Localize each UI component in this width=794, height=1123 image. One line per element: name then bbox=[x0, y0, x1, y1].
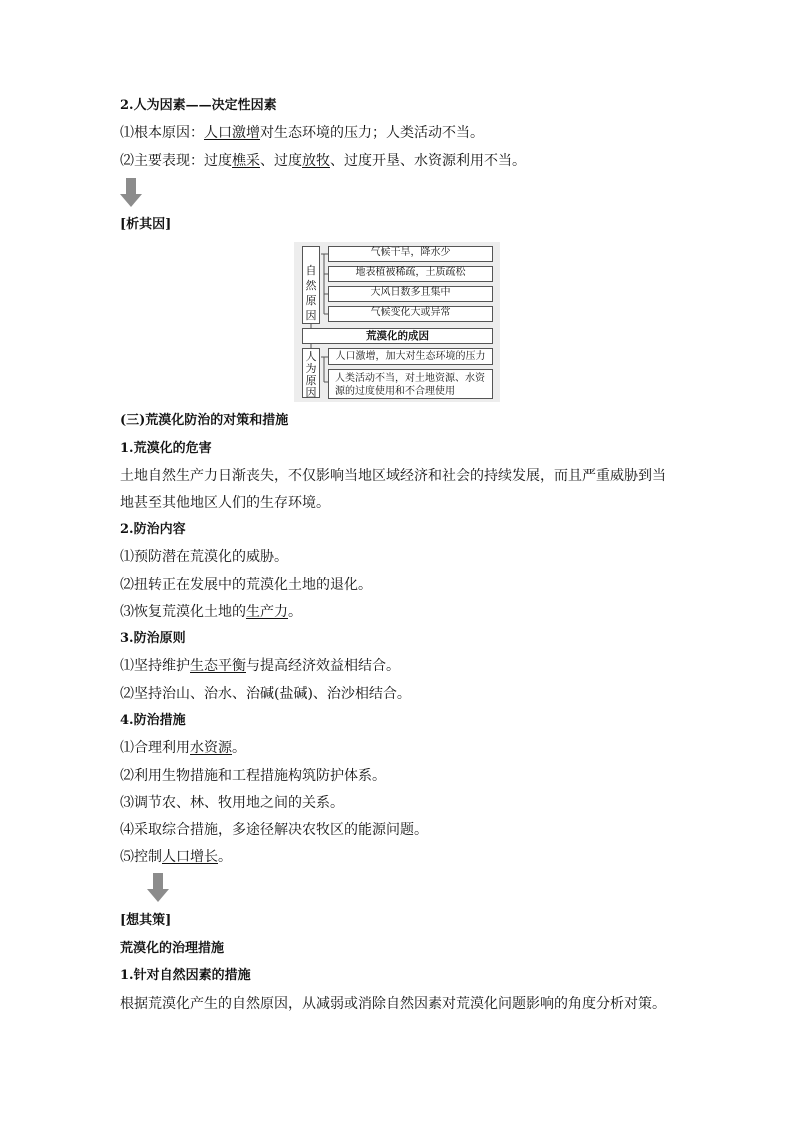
natural-cause-4: 气候变化大或异常 bbox=[328, 306, 493, 322]
human-cause-2: 人类活动不当，对土地资源、水资源的过度使用和不合理使用 bbox=[328, 369, 493, 399]
underline-population: 人口激增 bbox=[204, 125, 260, 141]
content-item-2: ⑵扭转正在发展中的荒漠化土地的退化。 bbox=[120, 577, 372, 593]
heading-hazards: 1.荒漠化的危害 bbox=[120, 441, 212, 456]
down-arrow-icon bbox=[120, 178, 142, 208]
desertification-causes-center: 荒漠化的成因 bbox=[302, 328, 493, 344]
natural-causes-label: 自然原因 bbox=[302, 246, 320, 324]
principle-item-1: ⑴坚持维护生态平衡与提高经济效益相结合。 bbox=[120, 658, 400, 674]
hazards-text-2: 地甚至其他地区人们的生存环境。 bbox=[120, 495, 330, 511]
desertification-causes-diagram bbox=[294, 242, 500, 402]
section-heading-countermeasures: (三)荒漠化防治的对策和措施 bbox=[120, 413, 289, 428]
measure-item-4: ⑷采取综合措施，多途径解决农牧区的能源问题。 bbox=[120, 822, 428, 838]
heading-prevention-content: 2.防治内容 bbox=[120, 522, 186, 537]
down-arrow-icon bbox=[147, 873, 169, 903]
natural-measures-text: 根据荒漠化产生的自然原因，从减弱或消除自然因素对荒漠化问题影响的角度分析对策。 bbox=[120, 996, 666, 1012]
main-manifestation-line: ⑵主要表现：过度樵采、过度放牧、过度开垦、水资源利用不当。 bbox=[120, 153, 526, 169]
section-tag-analysis: [析其因] bbox=[120, 217, 172, 232]
measure-item-3: ⑶调节农、林、牧用地之间的关系。 bbox=[120, 795, 344, 811]
natural-cause-3: 大风日数多且集中 bbox=[328, 286, 493, 302]
principle-item-2: ⑵坚持治山、治水、治碱(盐碱)、治沙相结合。 bbox=[120, 686, 411, 702]
measure-item-2: ⑵利用生物措施和工程措施构筑防护体系。 bbox=[120, 768, 386, 784]
content-item-3: ⑶恢复荒漠化土地的生产力。 bbox=[120, 604, 302, 620]
heading-governance-measures: 荒漠化的治理措施 bbox=[120, 941, 225, 956]
measure-item-5: ⑸控制人口增长。 bbox=[120, 849, 232, 865]
human-cause-1: 人口激增，加大对生态环境的压力 bbox=[328, 348, 493, 365]
heading-natural-measures: 1.针对自然因素的措施 bbox=[120, 968, 251, 983]
measure-item-1: ⑴合理利用水资源。 bbox=[120, 740, 246, 756]
heading-human-factors: 2.人为因素——决定性因素 bbox=[120, 98, 277, 113]
content-item-1: ⑴预防潜在荒漠化的威胁。 bbox=[120, 549, 288, 565]
heading-principles: 3.防治原则 bbox=[120, 631, 186, 646]
root-cause-line: ⑴根本原因：人口激增对生态环境的压力；人类活动不当。 bbox=[120, 125, 484, 141]
natural-cause-2: 地表植被稀疏，土质疏松 bbox=[328, 266, 493, 282]
human-causes-label: 人为原因 bbox=[302, 348, 320, 398]
section-tag-strategy: [想其策] bbox=[120, 913, 172, 928]
natural-cause-1: 气候干旱，降水少 bbox=[328, 246, 493, 262]
heading-measures: 4.防治措施 bbox=[120, 713, 186, 728]
hazards-text-1: 土地自然生产力日渐丧失，不仅影响当地区域经济和社会的持续发展，而且严重威胁到当 bbox=[120, 468, 666, 484]
